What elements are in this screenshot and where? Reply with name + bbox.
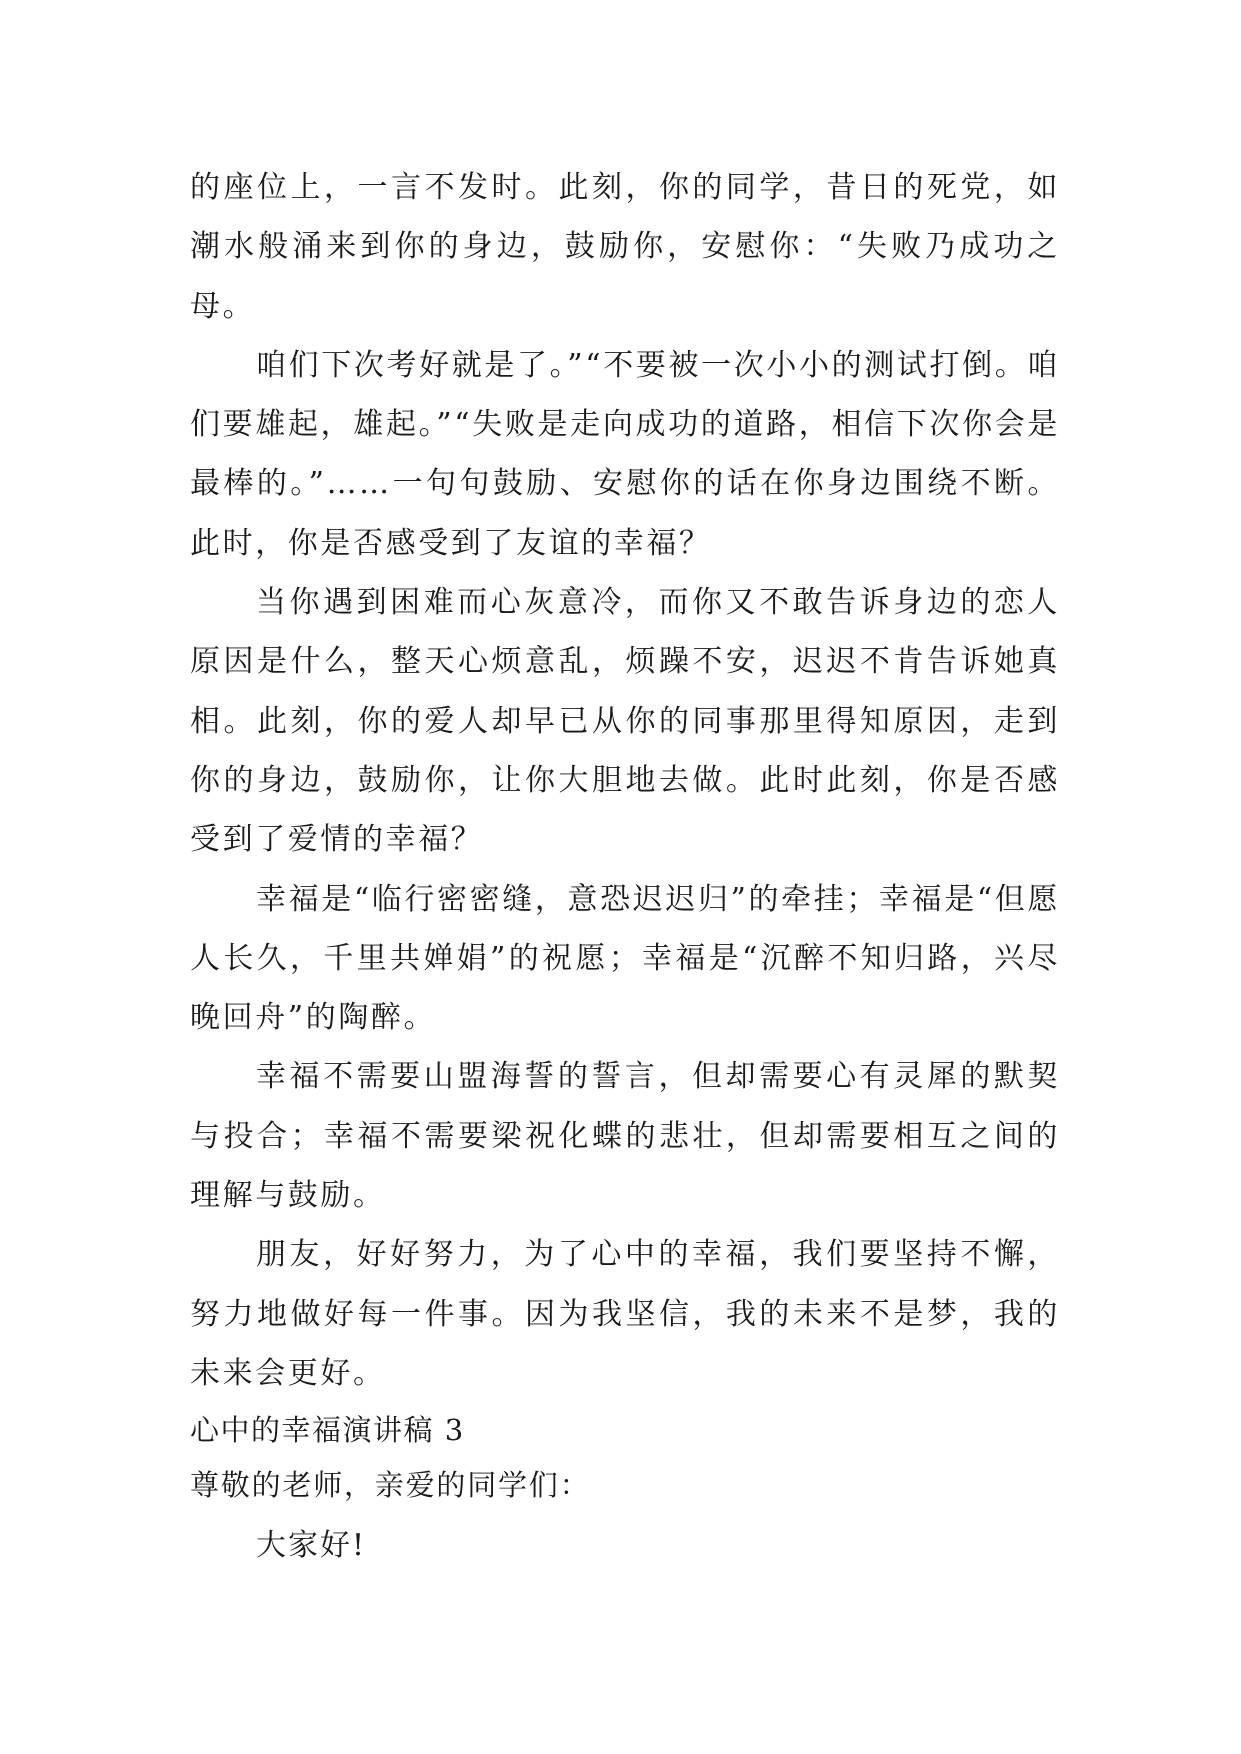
section-title: 心中的幸福演讲稿 3: [190, 1413, 465, 1448]
paragraph-friendship: 咱们下次考好就是了。”“不要被一次小小的测试打倒。咱们要雄起，雄起。”“失败是走向成功的道路，相信下次你会是最棒的。”……一句句鼓励、安慰你的话在你身边围绕不断。此时，你是否感受到了友谊的幸福？: [190, 347, 1060, 561]
document-body: [190, 158, 1060, 1575]
paragraph-love: 当你遇到困难而心灰意冷，而你又不敢告诉身边的恋人原因是什么，整天心烦意乱，烦躁不安，迟迟不肯告诉她真相。此刻，你的爱人却早已从你的同事那里得知原因，走到你的身边，鼓励你，让你大胆地去做。此时此刻，你是否感受到了爱情的幸福？: [190, 585, 1060, 858]
paragraph-happiness-understanding: 幸福不需要山盟海誓的誓言，但却需要心有灵犀的默契与投合；幸福不需要梁祝化蝶的悲壮，但却需要相互之间的理解与鼓励。: [190, 1059, 1060, 1214]
paragraph-continued: 的座位上，一言不发时。此刻，你的同学，昔日的死党，如潮水般涌来到你的身边，鼓励你，安慰你：“失败乃成功之母。: [190, 170, 1060, 324]
paragraph-happiness-quotes: 幸福是“临行密密缝，意恐迟迟归”的牵挂；幸福是“但愿人长久，千里共婵娟”的祝愿；幸福是“沉醉不知归路，兴尽晚回舟”的陶醉。: [190, 881, 1060, 1036]
greeting: 大家好!: [256, 1528, 367, 1564]
salutation: 尊敬的老师，亲爱的同学们：: [190, 1468, 591, 1503]
paragraph-conclusion: 朋友，好好努力，为了心中的幸福，我们要坚持不懈，努力地做好每一件事。因为我坚信，我的未来不是梦，我的未来会更好。: [190, 1237, 1060, 1391]
